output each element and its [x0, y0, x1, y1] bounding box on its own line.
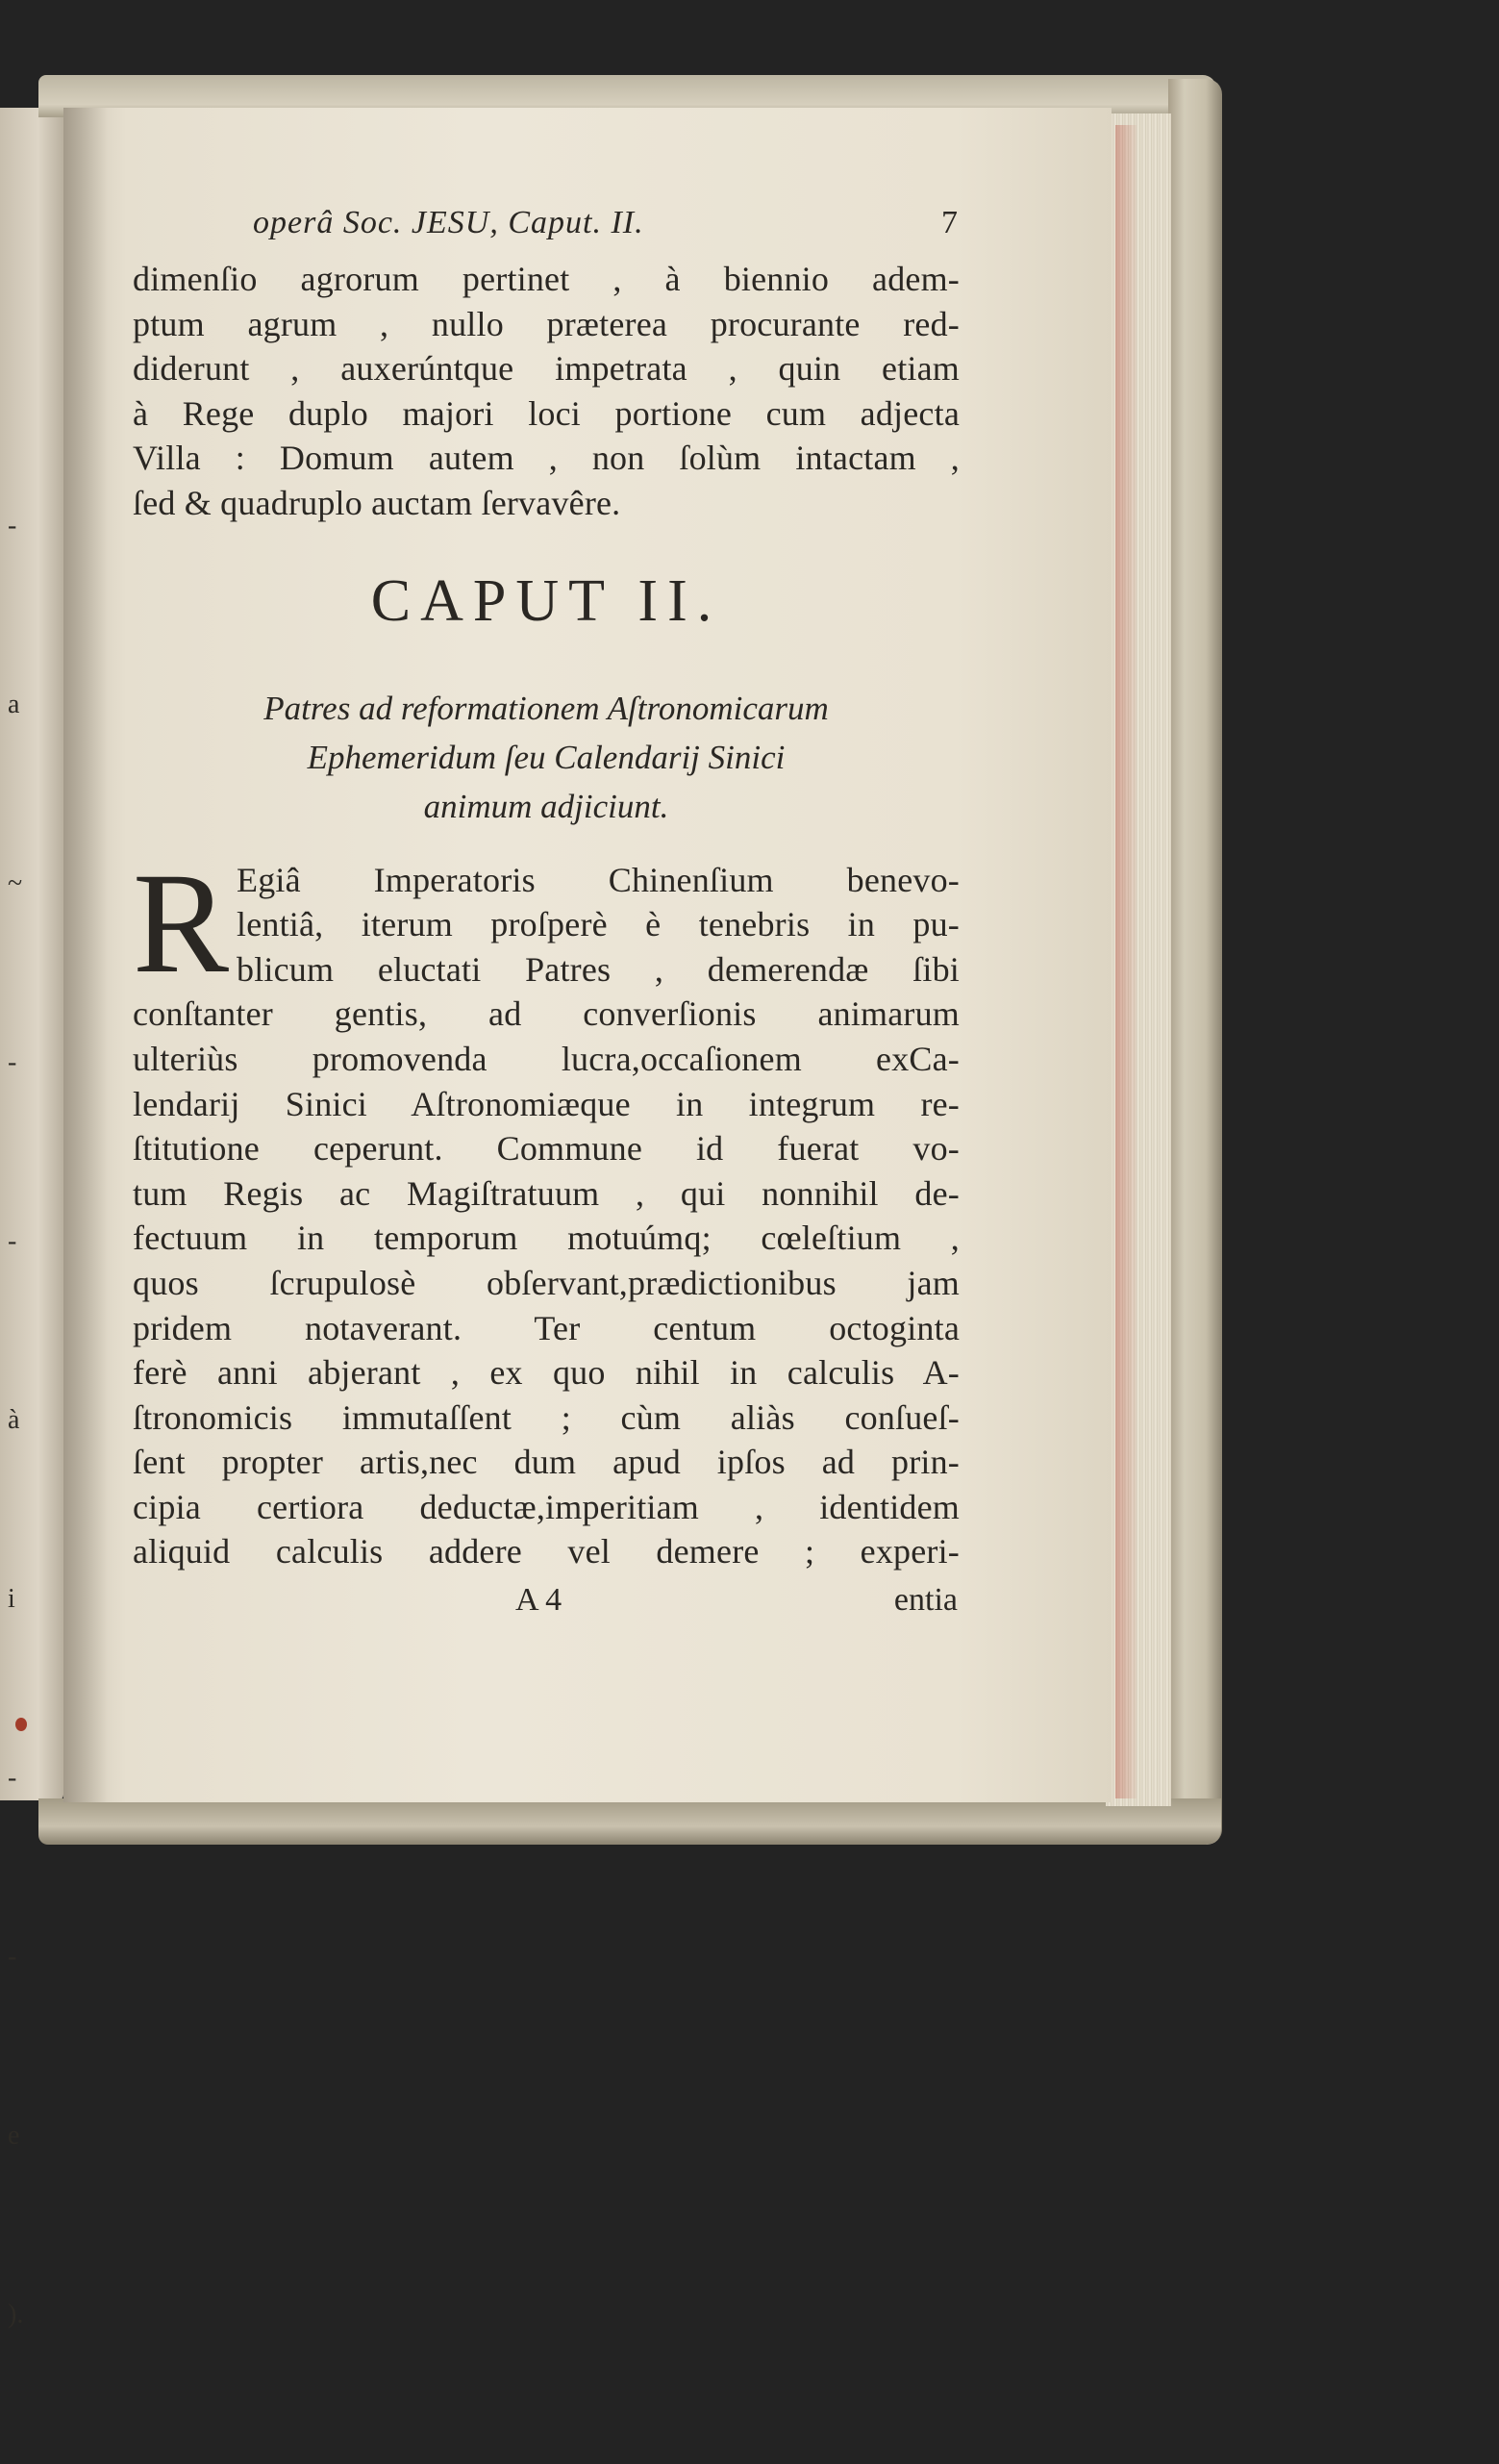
- text-line: Villa : Domum autem , non ſolùm intactam ,: [133, 439, 960, 478]
- text-line: lentiâ, iterum proſperè è tenebris in pu-: [237, 905, 960, 944]
- left-mark: -: [8, 1226, 17, 1256]
- text-line: dimenſio agrorum pertinet , à biennio adem-: [133, 260, 960, 298]
- summary-line: Ephemeridum ſeu Calendarij Sinici: [307, 738, 786, 776]
- text-line: à Rege duplo majori loci portione cum adjecta: [133, 393, 960, 433]
- page-footer: [133, 1578, 960, 1622]
- text-line: blicum eluctati Patres , demerendæ ſibi: [237, 949, 960, 989]
- signature-mark: A 4: [515, 1582, 562, 1619]
- text-line: conſtanter gentis, ad converſionis animarum: [133, 994, 960, 1034]
- text-line: pridem notaverant. Ter centum octoginta: [133, 1308, 960, 1347]
- left-mark: a: [8, 690, 20, 719]
- left-mark: -: [8, 1763, 17, 1793]
- summary-line: Patres ad reformationem Aſtronomicarum: [263, 689, 829, 727]
- text-line: fectuum in temporum motuúmq; cœleſtium ,: [133, 1219, 960, 1258]
- red-edge-tint: [1115, 125, 1137, 1798]
- text-line: ptum agrum , nullo præterea procurante red-: [133, 304, 960, 343]
- drop-cap: R: [133, 842, 230, 1003]
- text-line: cipia certiora deductæ,imperitiam , identidem: [133, 1487, 960, 1526]
- page-number: 7: [941, 205, 958, 240]
- chapter-summary: [133, 684, 960, 831]
- page-gutter-shadow: [63, 108, 108, 1802]
- text-line: ſtitutione ceperunt. Commune id fuerat vo-: [133, 1129, 960, 1169]
- top-paragraph: [133, 257, 960, 526]
- chapter-heading: CAPUT II.: [370, 567, 722, 634]
- text-line: Egiâ Imperatoris Chinenſium benevo-: [237, 860, 960, 899]
- running-head: [133, 197, 960, 257]
- text-line: ferè anni abjerant , ex quo nihil in calculis A-: [133, 1353, 960, 1393]
- left-mark: ).: [8, 2300, 24, 2329]
- previous-page-edge: [0, 108, 63, 2329]
- text-line: aliquid calculis addere vel demere ; experi-: [133, 1532, 960, 1571]
- text-line: lendarij Sinici Aſtronomiæque in integrum re-: [133, 1084, 960, 1123]
- left-mark: -: [8, 1942, 17, 1972]
- previous-page-marks: [8, 377, 46, 2464]
- page-text: [133, 197, 960, 1622]
- text-line: ſed & quadruplo auctam ſervavêre.: [133, 483, 621, 522]
- text-line: ſent propter artis,nec dum apud ipſos ad prin-: [133, 1443, 960, 1482]
- left-mark: -: [8, 511, 17, 541]
- left-mark: ~: [8, 868, 23, 898]
- text-line: tum Regis ac Magiſtratuum , qui nonnihil de-: [133, 1173, 960, 1213]
- book-cover-bottom: [38, 1798, 1221, 1845]
- book-cover-right: [1168, 79, 1222, 1845]
- left-mark: -: [8, 1047, 17, 1077]
- left-mark: i: [8, 1584, 15, 1614]
- catchword: entia: [893, 1582, 958, 1619]
- red-spot: [15, 1718, 27, 1731]
- left-mark: e: [8, 2121, 20, 2150]
- running-head-title: operâ Soc. JESU, Caput. II.: [253, 205, 644, 240]
- left-mark: à: [8, 1405, 20, 1435]
- text-line: ſtronomicis immutaſſent ; cùm aliàs conſueſ-: [133, 1397, 960, 1437]
- text-line: quos ſcrupulosè obſervant,prædictionibus jam: [133, 1263, 960, 1302]
- text-line: ulteriùs promovenda lucra,occaſionem exCa-: [133, 1039, 960, 1078]
- text-line: diderunt , auxerúntque impetrata , quin etiam: [133, 349, 960, 389]
- summary-line: animum adjiciunt.: [423, 787, 669, 825]
- body-paragraph: [133, 842, 960, 1575]
